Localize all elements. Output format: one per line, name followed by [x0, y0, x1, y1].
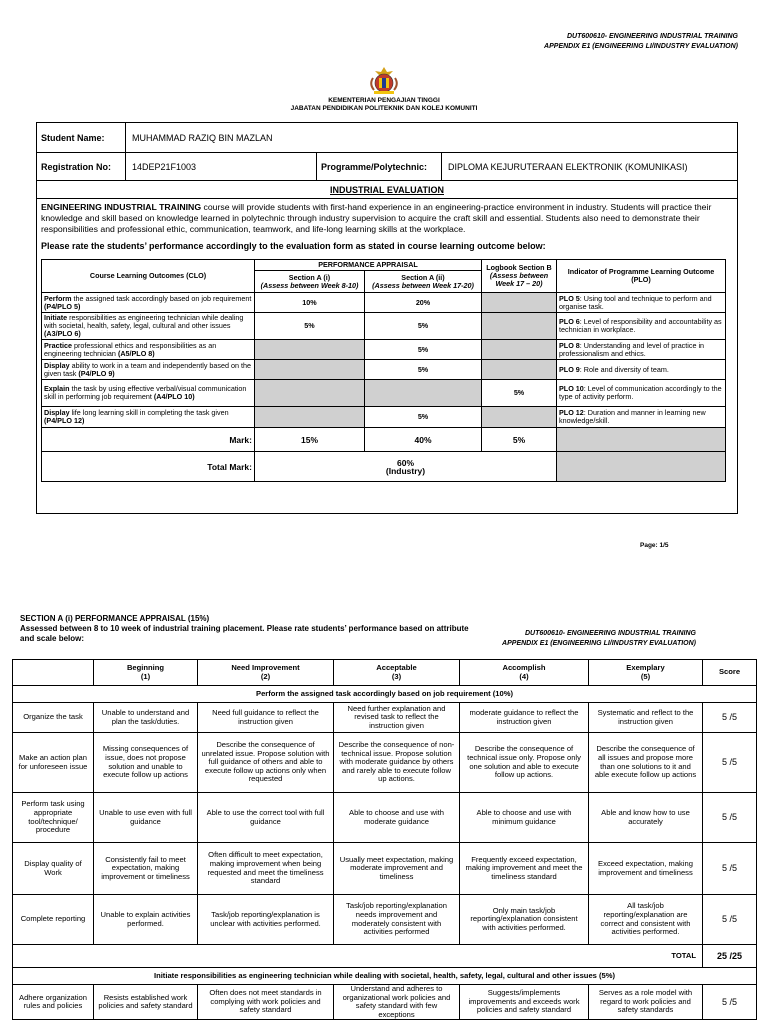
clo-row: [42, 380, 726, 407]
plo-text: : Duration and manner in learning new knowledge/skill.: [559, 408, 706, 425]
level-label: Acceptable: [376, 662, 417, 672]
clo-plo: [557, 407, 726, 428]
clo-a2: 5%: [365, 313, 482, 340]
clo-code: (A4/PLO 10): [153, 392, 195, 401]
ministry-name: [250, 97, 518, 113]
evaluation-title: INDUSTRIAL EVALUATION: [330, 184, 444, 195]
clo-code: (P4/PLO 5): [44, 301, 81, 311]
rubric-cell: Task/job reporting/explanation needs improvement and moderately consistent with activities performed: [334, 895, 460, 945]
registration-value: 14DEP21F1003: [125, 152, 317, 181]
clo-desc: [42, 407, 255, 428]
clo-row: [42, 293, 726, 313]
rubric-attribute: Display quality of Work: [13, 843, 94, 895]
rubric-cell: Systematic and reflect to the instruction given: [589, 703, 703, 733]
mark-label: Mark:: [42, 428, 255, 452]
logbook-sub: (Assess between Week 17 – 20): [489, 271, 549, 288]
plo-text: : Level of communication accordingly to the type of activity perform.: [559, 384, 722, 401]
plo-keyword: PLO 12: [559, 408, 584, 417]
course-code-header-2: DUT600610- ENGINEERING INDUSTRIAL TRAINING: [524, 630, 696, 637]
rubric-score[interactable]: 5 /5: [703, 733, 757, 793]
clo-keyword: Display: [44, 360, 70, 370]
evaluation-title-cell: [36, 180, 738, 199]
rubric-cell: Consistently fail to meet expectation, making improvement or timeliness: [94, 843, 198, 895]
section-title-row: [13, 968, 757, 985]
clo-a1: [255, 380, 365, 407]
section-a2-sub: (Assess between Week 17-20): [372, 280, 474, 290]
plo-text: : Using tool and technique to perform and organise task.: [559, 293, 712, 311]
plo-keyword: PLO 8: [559, 340, 580, 350]
intro-course-name: ENGINEERING INDUSTRIAL TRAINING: [41, 202, 202, 212]
rubric-score[interactable]: 5 /5: [703, 843, 757, 895]
student-name-value: MUHAMMAD RAZIQ BIN MAZLAN: [125, 122, 738, 153]
plo-text: : Level of responsibility and accountability as technician in workplace.: [559, 317, 722, 334]
rubric-cell: Resists established work policies and safety standard: [94, 985, 198, 1020]
rubric-cell: Describe the consequence of unrelated issue. Propose solution with full guidance of others and able to execute follow up actions only when requested: [198, 733, 334, 793]
total-row: [42, 452, 726, 482]
section-a-title: SECTION A (i) PERFORMANCE APPRAISAL (15%): [20, 614, 210, 623]
clo-a1: 5%: [255, 313, 365, 340]
rubric-row: [13, 985, 757, 1020]
rubric-cell: All task/job reporting/explanation are correct and consistent with activities performed.: [589, 895, 703, 945]
rubric-cell: Able and know how to use accurately: [589, 793, 703, 843]
clo-header: Course Learning Outcomes (CLO): [42, 260, 255, 293]
clo-table: [41, 259, 726, 482]
rubric-row: [13, 733, 757, 793]
rubric-attribute: Make an action plan for unforeseen issue: [13, 733, 94, 793]
plo-text: : Understanding and level of practice in professionalism and ethics.: [559, 340, 705, 358]
clo-plo: [557, 380, 726, 407]
mark-b: 5%: [482, 428, 557, 452]
clo-row: [42, 360, 726, 380]
clo-a2: 20%: [365, 293, 482, 313]
mark-plo: [557, 428, 726, 452]
performance-appraisal-header: PERFORMANCE APPRAISAL: [255, 260, 482, 271]
clo-text: ability to work in a team and independently based on the given task: [44, 360, 251, 378]
rubric-attribute: Complete reporting: [13, 895, 94, 945]
clo-keyword: Perform: [44, 293, 72, 303]
page-number: Page: 1/5: [640, 542, 669, 549]
rubric-cell: moderate guidance to reflect the instruction given: [460, 703, 589, 733]
clo-code: (A5/PLO 8): [117, 348, 155, 358]
section-a1-title: Section A (i): [288, 272, 331, 282]
rubric-cell: Able to choose and use with minimum guidance: [460, 793, 589, 843]
clo-text: professional ethics and responsibilities as an engineering technician: [44, 340, 217, 358]
rubric-row: [13, 895, 757, 945]
plo-keyword: PLO 6: [559, 317, 580, 326]
clo-a2: 5%: [365, 340, 482, 360]
course-code-header: DUT600610- ENGINEERING INDUSTRIAL TRAINING: [566, 33, 738, 40]
clo-desc: [42, 313, 255, 340]
programme-value: DIPLOMA KEJURUTERAAN ELEKTRONIK (KOMUNIKASI): [441, 152, 738, 181]
rubric-attribute: Adhere organization rules and policies: [13, 985, 94, 1020]
clo-a2: 5%: [365, 360, 482, 380]
section-title-row: [13, 686, 757, 703]
clo-text: the assigned task accordingly based on job requirement: [71, 293, 252, 303]
rubric-level-header: [94, 660, 198, 686]
rubric-cell: Missing consequences of issue, does not propose solution and unable to execute follow up actions: [94, 733, 198, 793]
rubric-corner: [13, 660, 94, 686]
clo-code: (P4/PLO 9): [78, 368, 115, 378]
clo-text: responsibilities as engineering technician while dealing with societal, health, safety, legal, cultural and other issues: [44, 313, 244, 330]
total-sub: (Industry): [385, 465, 426, 476]
clo-keyword: Display: [44, 408, 70, 417]
section-a2-header: [365, 271, 482, 293]
clo-a1: [255, 360, 365, 380]
level-num: (4): [519, 671, 529, 681]
rubric-row: [13, 793, 757, 843]
appendix-header: APPENDIX E1 (ENGINEERING LI/INDUSTRY EVALUATION): [544, 43, 738, 50]
plo-keyword: PLO 5: [559, 293, 580, 303]
programme-label: Programme/Polytechnic:: [316, 152, 442, 181]
rubric-cell: Task/job reporting/explanation is unclear with activities performed.: [198, 895, 334, 945]
clo-b: 5%: [482, 380, 557, 407]
clo-a1: [255, 407, 365, 428]
rubric-level-header: [460, 660, 589, 686]
rubric-table: [12, 659, 757, 1020]
clo-text: the task by using effective verbal/visual communication skill in performing job requirement: [44, 384, 247, 401]
plo-header: Indicator of Programme Learning Outcome (PLO): [557, 260, 726, 293]
clo-row: [42, 313, 726, 340]
student-name-label: Student Name:: [36, 122, 126, 153]
clo-desc: [42, 380, 255, 407]
clo-b: [482, 293, 557, 313]
level-label: Exemplary: [626, 662, 665, 672]
rubric-cell: Often difficult to meet expectation, making improvement when being requested and meet the timeliness standard: [198, 843, 334, 895]
rubric-cell: Unable to understand and plan the task/duties.: [94, 703, 198, 733]
clo-keyword: Initiate: [44, 313, 68, 322]
clo-text: life long learning skill in completing the task given: [69, 408, 229, 417]
total-label: Total Mark:: [42, 452, 255, 482]
rubric-attribute: Perform task using appropriate tool/technique/ procedure: [13, 793, 94, 843]
rubric-cell: Able to choose and use with moderate guidance: [334, 793, 460, 843]
rubric-cell: Often does not meet standards in complying with work policies and safety standard: [198, 985, 334, 1020]
total-percent: 60%: [397, 457, 415, 468]
rubric-cell: Frequently exceed expectation, making improvement and meet the timeliness standard: [460, 843, 589, 895]
clo-row: [42, 407, 726, 428]
rubric-header-row: [13, 660, 757, 686]
rubric-cell: Describe the consequence of all issues and propose more than one solutions to it and able execute follow up actions: [589, 733, 703, 793]
evaluation-intro: [41, 202, 733, 235]
mark-a1: 15%: [255, 428, 365, 452]
logbook-header: [482, 260, 557, 293]
rubric-cell: Need further explanation and revised task to reflect the instruction given: [334, 703, 460, 733]
section-a2-title: Section A (ii): [401, 272, 445, 282]
rubric-cell: Usually meet expectation, making moderate improvement and timeliness: [334, 843, 460, 895]
coat-of-arms-icon: [366, 66, 402, 96]
clo-desc: [42, 293, 255, 313]
clo-code: (A3/PLO 6): [44, 329, 81, 338]
total-value: [255, 452, 557, 482]
clo-keyword: Practice: [44, 340, 72, 350]
level-num: (3): [391, 671, 402, 681]
score-header: Score: [703, 660, 757, 686]
clo-b: [482, 313, 557, 340]
rubric-score[interactable]: 5 /5: [703, 703, 757, 733]
rubric-cell: Suggests/implements improvements and exceeds work policies and safety standard: [460, 985, 589, 1020]
level-num: (1): [140, 671, 151, 681]
plo-keyword: PLO 10: [559, 384, 584, 393]
rubric-total-row: [13, 945, 757, 968]
total-plo: [557, 452, 726, 482]
clo-plo: [557, 293, 726, 313]
clo-b: [482, 407, 557, 428]
rubric-cell: Only main task/job reporting/explanation consistent with activities performed.: [460, 895, 589, 945]
rubric-cell: Need full guidance to reflect the instruction given: [198, 703, 334, 733]
section-a1-sub: (Assess between Week 8-10): [260, 280, 359, 290]
rubric-level-header: [334, 660, 460, 686]
clo-keyword: Explain: [44, 384, 70, 393]
section-a-heading: [20, 614, 480, 644]
rubric-total-value: 25 /25: [703, 945, 757, 968]
logbook-title: Logbook Section B: [486, 263, 552, 272]
rate-instruction: Please rate the students’ performance accordingly to the evaluation form as stated in course learning outcome below:: [41, 241, 546, 251]
ministry-title: KEMENTERIAN PENGAJIAN TINGGI: [328, 97, 440, 104]
rubric-total-label: TOTAL: [13, 945, 703, 968]
rubric-cell: Unable to use even with full guidance: [94, 793, 198, 843]
rubric-cell: Unable to explain activities performed.: [94, 895, 198, 945]
level-label: Beginning: [126, 662, 165, 672]
clo-code: (P4/PLO 12): [44, 416, 85, 425]
section2-title: Initiate responsibilities as engineering technician while dealing with societal, health, safety, legal, cultural and other issues (5%): [13, 968, 757, 985]
section-a1-header: [255, 271, 365, 293]
level-label: Need Improvement: [231, 662, 300, 672]
rubric-cell: Understand and adheres to organizational work policies and safety standard with few exceptions: [334, 985, 460, 1020]
clo-desc: [42, 360, 255, 380]
clo-a2: [365, 380, 482, 407]
section-a-desc: Assessed between 8 to 10 week of industrial training placement. Please rate students’ performance based on attribute and scale below:: [20, 624, 469, 643]
clo-plo: [557, 360, 726, 380]
clo-plo: [557, 340, 726, 360]
clo-b: [482, 360, 557, 380]
rubric-cell: Describe the consequence of non-technical issue. Propose solution with moderate guidance by others and rarely able to execute follow up actions.: [334, 733, 460, 793]
rubric-cell: Exceed expectation, making improvement and timeliness: [589, 843, 703, 895]
plo-keyword: PLO 9: [559, 364, 580, 374]
level-label: Accomplish: [502, 662, 546, 672]
mark-a2: 40%: [365, 428, 482, 452]
appendix-header-2: APPENDIX E1 (ENGINEERING LI/INDUSTRY EVALUATION): [502, 640, 696, 647]
section1-title: Perform the assigned task accordingly based on job requirement (10%): [13, 686, 757, 703]
clo-a2: 5%: [365, 407, 482, 428]
rubric-score[interactable]: 5 /5: [703, 793, 757, 843]
rubric-cell: Serves as a role model with regard to work policies and safety standards: [589, 985, 703, 1020]
rubric-score[interactable]: 5 /5: [703, 985, 757, 1020]
clo-a1: 10%: [255, 293, 365, 313]
rubric-row: [13, 703, 757, 733]
clo-plo: [557, 313, 726, 340]
rubric-row: [13, 843, 757, 895]
level-num: (2): [260, 671, 271, 681]
department-title: JABATAN PENDIDIKAN POLITEKNIK DAN KOLEJ KOMUNITI: [290, 105, 478, 112]
rubric-cell: Able to use the correct tool with full guidance: [198, 793, 334, 843]
clo-a1: [255, 340, 365, 360]
intro-text: course will provide students with first-hand experience in an engineering-practice environment in industry. Students will practice their knowledge and skill based on knowledge learned in polytechnic through industry supervision to acquire the craft skill and essential. Students also need to demonstrate their responsibilities and professional ethic, communication, teamwork, and life-long learning skills at the workplace.: [41, 202, 712, 234]
level-num: (5): [640, 671, 651, 681]
rubric-score[interactable]: 5 /5: [703, 895, 757, 945]
rubric-cell: Describe the consequence of technical issue only. Propose only one solution and able to execute follow up actions.: [460, 733, 589, 793]
clo-row: [42, 340, 726, 360]
plo-text: : Role and diversity of team.: [579, 364, 669, 374]
rubric-attribute: Organize the task: [13, 703, 94, 733]
rubric-level-header: [589, 660, 703, 686]
rubric-level-header: [198, 660, 334, 686]
clo-desc: [42, 340, 255, 360]
clo-b: [482, 340, 557, 360]
mark-row: [42, 428, 726, 452]
registration-label: Registration No:: [36, 152, 126, 181]
